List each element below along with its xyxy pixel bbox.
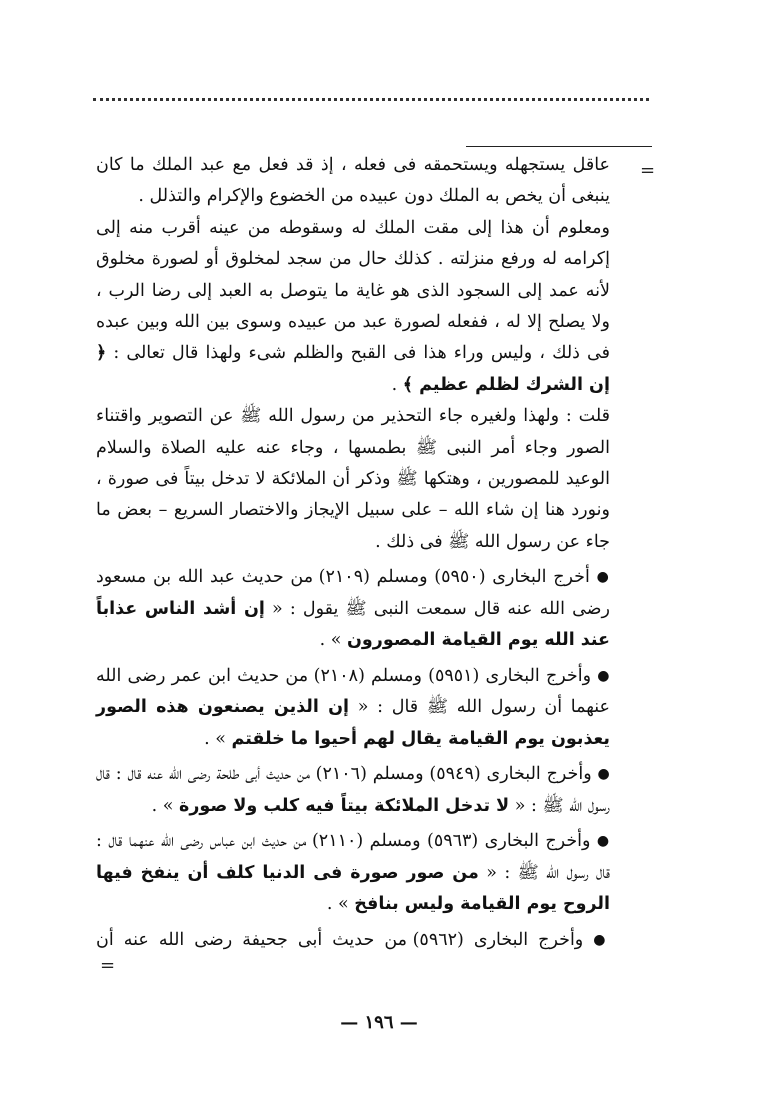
bullet-icon: ● xyxy=(597,667,610,684)
text-paragraph xyxy=(96,213,610,401)
text-segment: عاقل يستجهله ويستحمقه فى فعله ، إذ قد فعل مع عبد الملك ما كان ينبغى أن يخص به الملك دون عبيده من الخضوع والإكرام والتذلل . xyxy=(96,155,610,207)
continuation-marker-top: = xyxy=(640,160,656,181)
page-number: — ١٩٦ — xyxy=(340,1012,418,1033)
hadith-quote: إن الذين يصنعون هذه الصور يعذبون يوم القيامة يقال لهم أحيوا ما خلقتم xyxy=(96,697,610,749)
continuation-marker-bottom: = xyxy=(100,955,116,976)
text-segment: وأخرج البخارى (٥٩٦٢) من حديث أبى جحيفة رضى الله عنه أن xyxy=(96,929,594,950)
hadith-quote: من صور صورة فى الدنيا كلف أن ينفخ فيها الروح يوم القيامة وليس بنافخ xyxy=(96,862,610,915)
hadith-quote: إن أشد الناس عذاباً عند الله يوم القيامة المصورون xyxy=(96,598,610,651)
text-segment: ومعلوم أن هذا إلى مقت الملك له وسقوطه من عينه أقرب منه إلى إكرامه له ورفع منزلته . كذلك حال من سجد لمخلوق أو لصورة مخلوق لأنه عمد إلى السجود الذى هو غاية ما يتوصل به العبد إلى رضا الرب ، ولا يصلح إلا له ، ففعله لصورة عبد من عبيده وسوى بين الله وبين عبده فى ذلك ، وليس وراء هذا فى القبح والظلم شىء ولهذا قال تعالى : xyxy=(96,217,610,364)
hadith-paragraph xyxy=(96,562,610,656)
text-segment: وأخرج البخارى (٥٩٤٩) ومسلم (٢١٠٦) من حديث أبى طلحة رضى الله عنه قال : قال رسول الله ﷺ : « xyxy=(96,764,610,816)
bullet-icon: ● xyxy=(596,569,610,586)
text-segment: . xyxy=(391,374,403,395)
hadith-paragraph xyxy=(96,661,610,755)
hadith-paragraph xyxy=(96,759,610,822)
hadith-paragraph xyxy=(96,826,610,920)
text-segment: » . xyxy=(204,728,232,749)
text-paragraph xyxy=(96,150,610,213)
text-segment: أخرج البخارى (٥٩٥٠) ومسلم (٢١٠٩) من حديث عبد الله بن مسعود رضى الله عنه قال سمعت النبى ﷺ يقول : « xyxy=(96,567,610,619)
hadith-quote: ﴿ إن الشرك لظلم عظيم ﴾ xyxy=(96,343,610,395)
text-segment: » . xyxy=(151,795,179,816)
text-segment: وأخرج البخارى (٥٩٦٣) ومسلم (٢١١٠) من حديث ابن عباس رضى الله عنهما قال : قال رسول الله ﷺ : « xyxy=(96,831,610,883)
dotted-separator xyxy=(93,98,649,101)
hadith-paragraph xyxy=(96,925,610,957)
text-segment: قلت : ولهذا ولغيره جاء التحذير من رسول الله ﷺ عن التصوير واقتناء الصور وجاء أمر النبى ﷺ بطمسها ، وجاء عنه عليه الصلاة والسلام الوعيد للمصورين ، وهتكها ﷺ وذكر أن الملائكة لا تدخل بيتاً فى صورة ، ونورد هنا إن شاء الله – على سبيل الإيجاز والاختصار السريع – بعض ما جاء عن رسول الله ﷺ فى ذلك . xyxy=(96,406,610,552)
body-text xyxy=(96,150,610,956)
text-segment: » . xyxy=(326,894,355,915)
text-segment: وأخرج البخارى (٥٩٥١) ومسلم (٢١٠٨) من حديث ابن عمر رضى الله عنهما أن رسول الله ﷺ قال : « xyxy=(96,665,610,718)
text-paragraph xyxy=(96,401,610,558)
hadith-quote: لا تدخل الملائكة بيتاً فيه كلب ولا صورة xyxy=(178,795,510,816)
text-segment: » . xyxy=(319,630,347,651)
bullet-icon: ● xyxy=(597,766,610,783)
bullet-icon: ● xyxy=(593,931,610,948)
text-top-rule xyxy=(466,146,652,147)
bullet-icon: ● xyxy=(596,833,610,850)
